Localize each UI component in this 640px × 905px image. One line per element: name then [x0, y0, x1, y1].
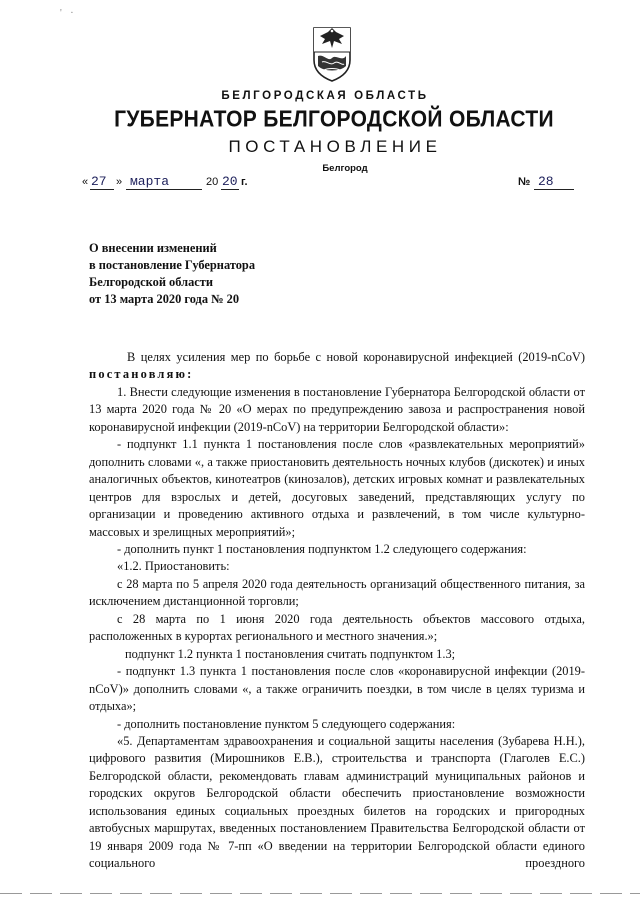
paragraph-renumber: подпункт 1.2 пункта 1 постановления считать подпунктом 1.3;: [125, 646, 456, 661]
issue-city: Белгород: [322, 163, 368, 174]
number-underline: [534, 189, 574, 190]
date-day: 27: [91, 174, 107, 189]
date-year-mark: г.: [241, 176, 248, 188]
document-number: 28: [538, 174, 554, 189]
day-underline: [90, 189, 114, 190]
preamble-text: В целях усиления мер по борьбе с новой коронавирусной инфекцией (2019-nCoV): [127, 350, 585, 364]
subject-line: Белгородской области: [89, 275, 214, 289]
date-year-prefix: 20: [206, 176, 219, 188]
date-close-quote: »: [116, 176, 123, 188]
scan-edge-marks: ' ·: [60, 8, 77, 19]
subject-line: в постановление Губернатора: [89, 258, 256, 272]
paragraph-subitem-1-3: - подпункт 1.3 пункта 1 постановления после слов «коронавирусной инфекции (2019-nCoV)» дополнить словами «, а также ограничить поездки, в том числе в целях туризма и отдыха»;: [89, 664, 585, 714]
year-underline: [221, 189, 239, 190]
document-subject: [89, 240, 389, 308]
paragraph-catering: с 28 марта по 5 апреля 2020 года деятельность организаций общественного питания, за исключением дистанционной торговли;: [89, 576, 585, 609]
paragraph-item-1: 1. Внести следующие изменения в постановление Губернатора Белгородской области от 13 марта 2020 года № 20 «О мерах по предупреждению завоза и распространения новой коронавирусной инфекции (2019-nCoV) на территории Белгородской области»:: [89, 384, 585, 434]
issuer-title: ГУБЕРНАТОР БЕЛГОРОДСКОЙ ОБЛАСТИ: [114, 106, 554, 133]
page-bottom-edge: [0, 893, 640, 894]
paragraph-add-item-5: - дополнить постановление пунктом 5 следующего содержания:: [117, 716, 456, 731]
paragraph-subitem-1-1: - подпункт 1.1 пункта 1 постановления после слов «развлекательных мероприятий» дополнить словами «, а также приостановить деятельность ночных клубов (дискотек) и иных аналогичных объектов, кинотеатров (кинозалов), детских игровых комнат и развлекательных центров для взрослых и детей, досуговых заведений, представляющих услугу по организации и проведению активного отдыха и развлечений, в том числе культурно-массовых и зрелищных мероприятий»;: [89, 437, 585, 539]
paragraph-resorts: с 28 марта по 1 июня 2020 года деятельность объектов массового отдыха, расположенных в курортах регионального и местного значения.»;: [89, 611, 585, 644]
paragraph-1-2-heading: «1.2. Приостановить:: [117, 559, 230, 574]
document-type: ПОСТАНОВЛЕНИЕ: [228, 137, 442, 156]
paragraph-item-5: «5. Департаментам здравоохранения и социальной защиты населения (Зубарева Н.Н.), цифрового развития (Мирошников Е.В.), строительства и транспорта (Глаголев Е.С.) Белгородской области, рекомендовать главам администраций муниципальных районов и городских округов Белгородской области обеспечить приостановление возможности использования единых социальных проездных билетов на городских и пригородных автобусных маршрутах, введенных постановлением Правительства Белгородской области от 19 января 2009 года № 7-пп «О введении на территории Белгородской области единого социального проездного: [89, 733, 585, 871]
date-month: марта: [130, 174, 170, 189]
document-body: [89, 349, 585, 873]
preamble-emphasis: постановляю:: [89, 367, 194, 382]
paragraph-add-1-2: - дополнить пункт 1 постановления подпунктом 1.2 следующего содержания:: [117, 541, 527, 556]
paragraph-preamble: [89, 349, 585, 384]
region-name: БЕЛГОРОДСКАЯ ОБЛАСТЬ: [221, 90, 429, 102]
number-label: №: [518, 176, 531, 188]
date-year-suffix: 20: [222, 174, 238, 189]
subject-line: от 13 марта 2020 года № 20: [89, 292, 240, 306]
date-open-quote: «: [82, 176, 89, 188]
month-underline: [126, 189, 202, 190]
subject-line: О внесении изменений: [89, 241, 217, 255]
date-number-line: [82, 176, 602, 194]
belgorod-coat-of-arms-icon: [312, 26, 352, 82]
